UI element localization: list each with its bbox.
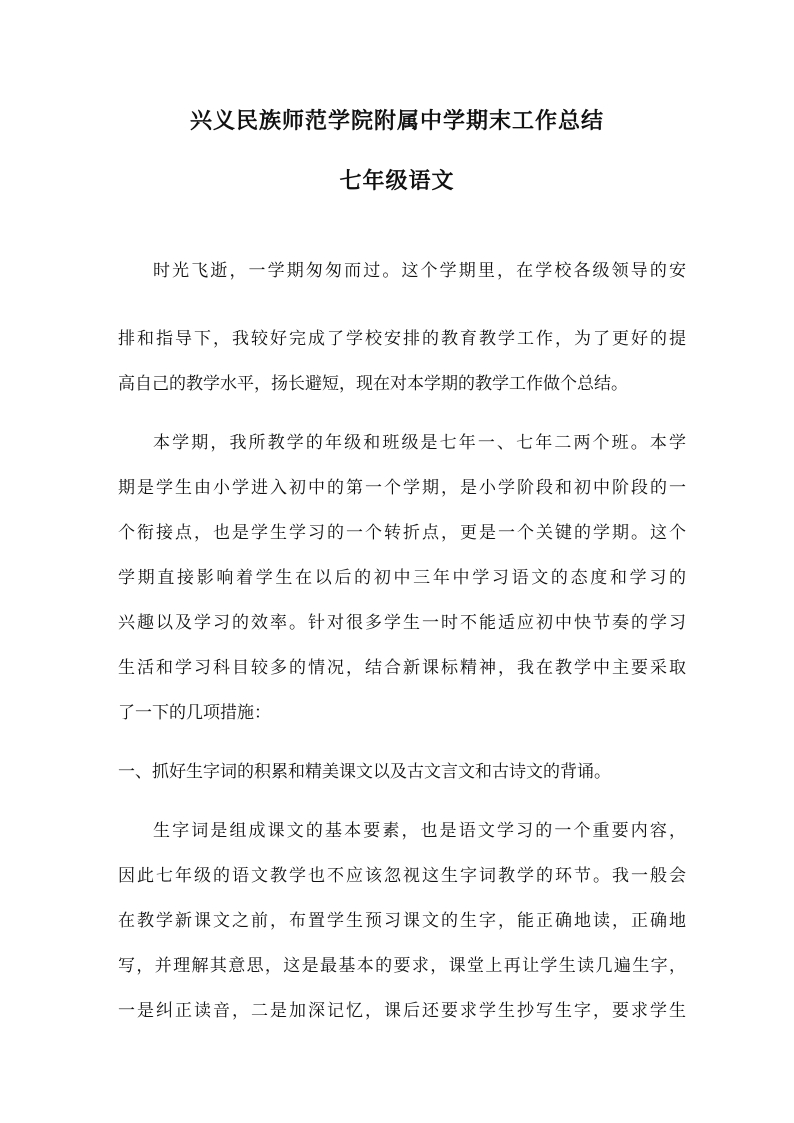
paragraph-2-line-3: 个衔接点，也是学生学习的一个转折点，更是一个关键的学期。这个 [118, 523, 686, 543]
paragraph-1-line-1: 时光飞逝，一学期匆匆而过。这个学期里，在学校各级领导的安 [153, 261, 686, 281]
document-subtitle: 七年级语文 [339, 168, 455, 194]
paragraph-2-line-6: 生活和学习科目较多的情况，结合新课标精神，我在教学中主要采取 [118, 658, 686, 678]
document-title: 兴义民族师范学院附属中学期末工作总结 [189, 108, 604, 134]
paragraph-2-line-2: 期是学生由小学进入初中的第一个学期，是小学阶段和初中阶段的一 [118, 478, 686, 498]
paragraph-4-line-4: 写，并理解其意思，这是最基本的要求，课堂上再让学生读几遍生字， [118, 956, 686, 976]
paragraph-4-line-2: 因此七年级的语文教学也不应该忽视这生字词教学的环节。我一般会 [118, 866, 686, 886]
paragraph-2-line-7: 了一下的几项措施： [118, 703, 271, 723]
paragraph-4-line-3: 在教学新课文之前，布置学生预习课文的生字，能正确地读，正确地 [118, 911, 686, 931]
paragraph-4-line-5: 一是纠正读音，二是加深记忆，课后还要求学生抄写生字，要求学生 [118, 1001, 686, 1021]
section-heading-1: 一、抓好生字词的积累和精美课文以及古文言文和古诗文的背诵。 [118, 762, 611, 782]
paragraph-4-line-1: 生字词是组成课文的基本要素，也是语文学习的一个重要内容， [153, 821, 686, 841]
document-body [118, 0, 686, 1123]
paragraph-1-line-3: 高自己的教学水平，扬长避短，现在对本学期的教学工作做个总结。 [118, 374, 628, 394]
paragraph-1-line-2: 排和指导下，我较好完成了学校安排的教育教学工作，为了更好的提 [118, 329, 686, 349]
paragraph-2-line-4: 学期直接影响着学生在以后的初中三年中学习语文的态度和学习的 [118, 568, 686, 588]
paragraph-2-line-5: 兴趣以及学习的效率。针对很多学生一时不能适应初中快节奏的学习 [118, 613, 686, 633]
paragraph-2-line-1: 本学期，我所教学的年级和班级是七年一、七年二两个班。本学 [153, 433, 686, 453]
